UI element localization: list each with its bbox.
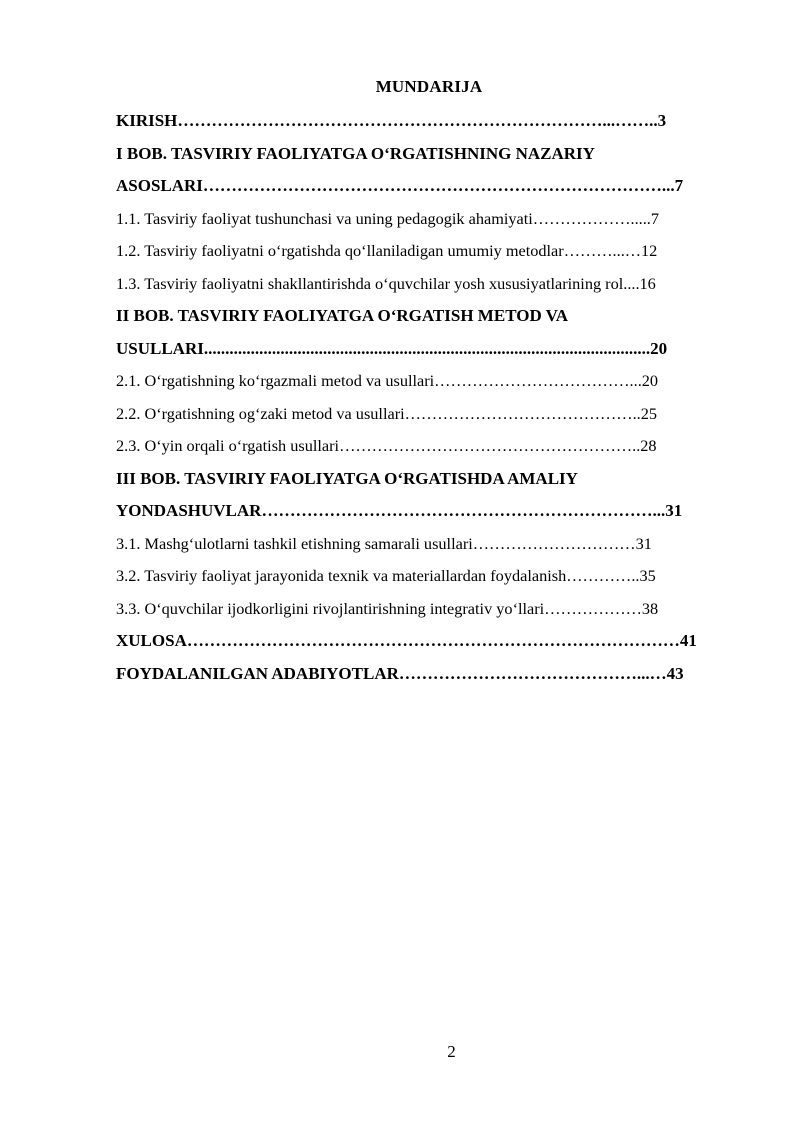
toc-entry-chapter-2-title (116, 305, 741, 338)
toc-entry-text: 1.3. Tasviriy faoliyatni shakllantirishda o‘quvchilar yosh xususiyatlarining rol....16 (116, 273, 656, 293)
toc-entry-3-1 (116, 533, 741, 566)
table-of-contents (116, 110, 741, 695)
toc-entry-text: III BOB. TASVIRIY FAOLIYATGA O‘RGATISHDA AMALIY (116, 468, 578, 488)
toc-entry-1-2 (116, 240, 741, 273)
toc-entry-text: 1.1. Tasviriy faoliyat tushunchasi va uning pedagogik ahamiyati……………….....7 (116, 208, 659, 228)
toc-entry-2-3 (116, 435, 741, 468)
toc-entry-text: I BOB. TASVIRIY FAOLIYATGA O‘RGATISHNING NAZARIY (116, 143, 595, 163)
toc-entry-text: KIRISH…………………………………………………………………...……..3 (116, 111, 667, 130)
toc-entry-text: YONDASHUVLAR……………………………………………………………...31 (116, 501, 683, 520)
page-title: MUNDARIJA (375, 77, 483, 96)
toc-entry-text: USULLARI.........................................................................................................20 (116, 338, 668, 358)
toc-entry-text: 2.3. O‘yin orqali o‘rgatish usullari………………………………………………..28 (116, 436, 657, 455)
toc-entry-text: 3.1. Mashg‘ulotlarni tashkil etishning samarali usullari…………………………31 (116, 533, 652, 553)
toc-entry-text: 1.2. Tasviriy faoliyatni o‘rgatishda qo‘llaniladigan umumiy metodlar………...…12 (116, 241, 658, 260)
toc-entry-references (116, 663, 741, 696)
toc-entry-chapter-2-title-cont (116, 338, 741, 371)
toc-entry-kirish (116, 110, 741, 143)
toc-entry-text: 2.2. O‘rgatishning og‘zaki metod va usullari……………………………………..25 (116, 403, 657, 423)
toc-entry-chapter-3-title (116, 468, 741, 501)
page-number: 2 (447, 1042, 456, 1061)
toc-entry-text: 3.3. O‘quvchilar ijodkorligini rivojlantirishning integrativ yo‘llari………………38 (116, 598, 659, 618)
toc-entry-text: FOYDALANILGAN ADABIYOTLAR……………………………………...…43 (116, 663, 684, 683)
toc-entry-text: 3.2. Tasviriy faoliyat jarayonida texnik va materiallardan foydalanish…………..35 (116, 566, 656, 585)
toc-entry-chapter-3-title-cont (116, 500, 741, 533)
toc-entry-text: II BOB. TASVIRIY FAOLIYATGA O‘RGATISH METOD VA (116, 306, 569, 325)
toc-entry-3-3 (116, 598, 741, 631)
toc-entry-xulosa (116, 630, 741, 663)
toc-entry-text: XULOSA……………………………………………………………………………41 (116, 631, 697, 650)
toc-entry-2-1 (116, 370, 741, 403)
toc-entry-1-3 (116, 273, 741, 306)
toc-entry-chapter-1-title (116, 143, 741, 176)
toc-entry-2-2 (116, 403, 741, 436)
toc-entry-chapter-1-title-cont (116, 175, 741, 208)
toc-entry-3-2 (116, 565, 741, 598)
toc-entry-text: 2.1. O‘rgatishning ko‘rgazmali metod va usullari………………………………...20 (116, 371, 659, 390)
toc-entry-text: ASOSLARI………………………………………………………………………...7 (116, 176, 684, 195)
toc-entry-1-1 (116, 208, 741, 241)
